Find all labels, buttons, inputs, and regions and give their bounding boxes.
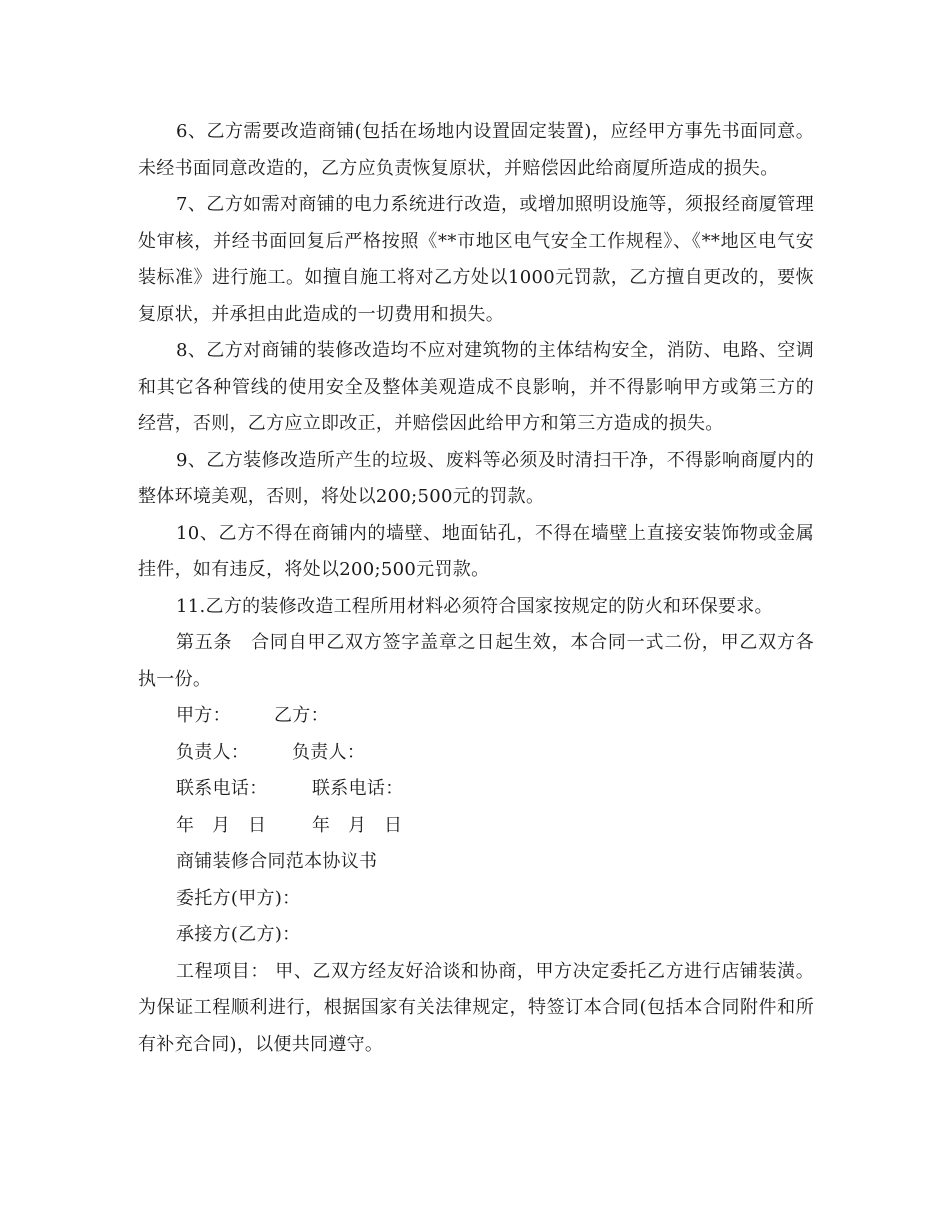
date-b (312, 808, 448, 845)
clause-6: 6、乙方需要改造商铺(包括在场地内设置固定装置)，应经甲方事先书面同意。未经书面同意改造的，乙方应负责恢复原状，并赔偿因此给商厦所造成的损失。 (138, 121, 814, 179)
date-a-year: 年 (176, 814, 195, 836)
clause-10: 10、乙方不得在商铺内的墙壁、地面钻孔，不得在墙壁上直接安装饰物或金属挂件，如有违反，将处以200;500元罚款。 (138, 522, 814, 580)
signature-date-row (138, 808, 814, 845)
date-a (176, 808, 312, 845)
signature-person-row (138, 735, 814, 772)
party-b-label: 乙方： (274, 705, 329, 726)
second-contract-title: 商铺装修合同范本协议书 (176, 851, 378, 872)
phone-b-label: 联系电话： (312, 778, 404, 799)
client-label: 委托方(甲方)： (176, 887, 301, 909)
clause-11: 11.乙方的装修改造工程所用材料必须符合国家按规定的防火和环保要求。 (176, 595, 773, 617)
date-a-day: 日 (248, 814, 267, 836)
date-b-month: 月 (348, 814, 367, 836)
document-body (138, 114, 814, 1063)
clause-8: 8、乙方对商铺的装修改造均不应对建筑物的主体结构安全，消防、电路、空调和其它各种管线的使用安全及整体美观造成不良影响，并不得影响甲方或第三方的经营，否则，乙方应立即改正，并赔偿因此给甲方和第三方造成的损失。 (138, 340, 814, 434)
clause-9: 9、乙方装修改造所产生的垃圾、废料等必须及时清扫干净，不得影响商厦内的整体环境美观，否则，将处以200;500元的罚款。 (138, 449, 814, 507)
party-a-label: 甲方： (176, 705, 231, 726)
person-a-label: 负责人： (176, 741, 250, 763)
project-paragraph: 工程项目： 甲、乙双方经友好洽谈和协商，甲方决定委托乙方进行店铺装潢。为保证工程顺利进行，根据国家有关法律规定，特签订本合同(包括本合同附件和所有补充合同)，以便共同遵守。 (138, 960, 814, 1055)
contractor-label: 承接方(乙方)： (176, 924, 301, 945)
signature-party-row (138, 698, 814, 735)
person-b-label: 负责人： (292, 741, 366, 763)
clause-7: 7、乙方如需对商铺的电力系统进行改造，或增加照明设施等，须报经商厦管理处审核，并经书面回复后严格按照《**市地区电气安全工作规程》、《**地区电气安装标准》进行施工。如擅自施工将对乙方处以1000元罚款，乙方擅自更改的，要恢复原状，并承担由此造成的一切费用和损失。 (138, 194, 814, 325)
date-b-year: 年 (312, 814, 331, 836)
date-b-day: 日 (384, 814, 403, 836)
date-a-month: 月 (212, 814, 231, 836)
signature-phone-row (138, 771, 814, 808)
phone-a-label: 联系电话： (176, 778, 268, 799)
article-5: 第五条 合同自甲乙双方签字盖章之日起生效，本合同一式二份，甲乙双方各执一份。 (138, 632, 814, 690)
